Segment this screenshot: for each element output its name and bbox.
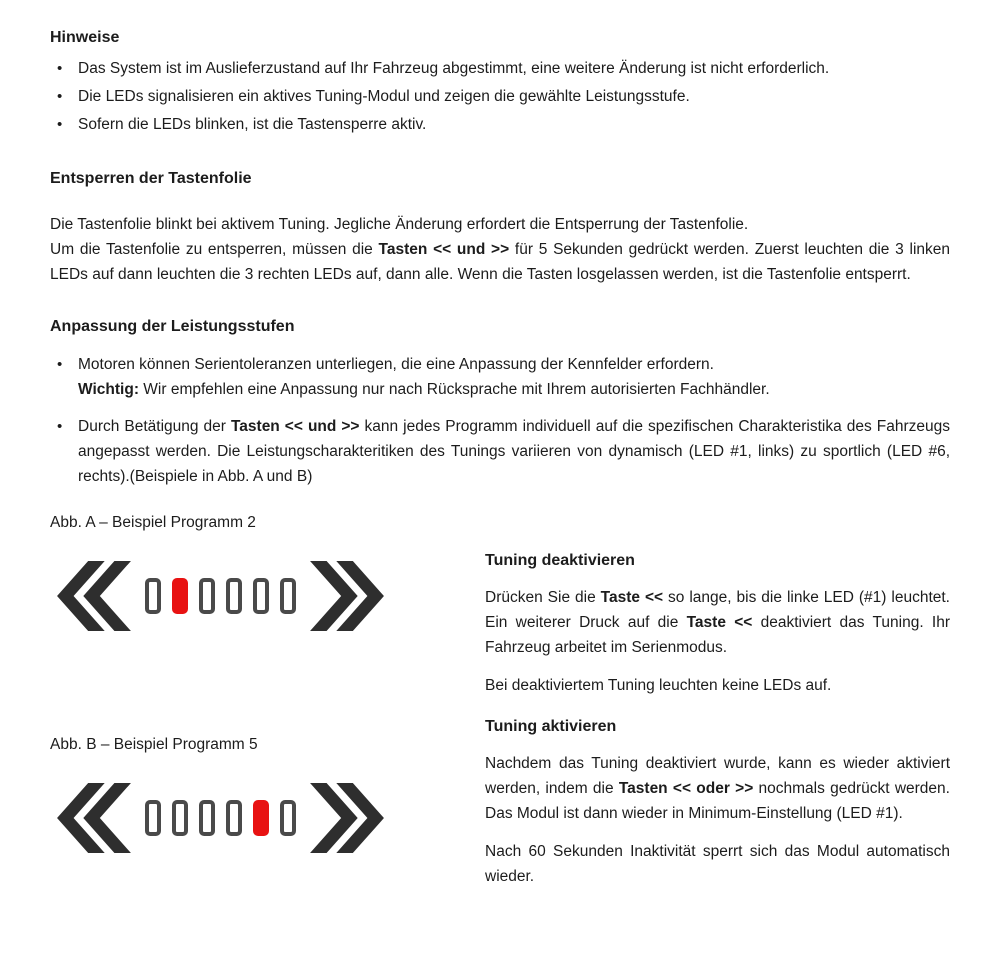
led-panel-figure-a (56, 561, 485, 631)
led-inactive (226, 578, 242, 614)
led-inactive (280, 800, 296, 836)
entsperren-paragraph: Um die Tastenfolie zu entsperren, müssen die Tasten << und >> für 5 Sekunden gedrückt werden. Zuerst leuchten die 3 linken LEDs auf dann leuchten die 3 rechten LEDs auf, dann alle. Wenn die Tasten losgelassen werden, ist die Tastenfolie entsperrt. (50, 241, 950, 283)
list-item: • Durch Betätigung der Tasten << und >> kann jedes Programm individuell auf die spezifischen Charakteristika des Fahrzeugs angepasst werden. Die Leistungscharakteritiken des Tunings variieren von dynamisch (LED #1, links) zu sportlich (LED #6, rechts).(Beispiele in Abb. A und B) (50, 414, 950, 489)
tuning-aktivieren-paragraph: Nachdem das Tuning deaktiviert wurde, kann es wieder aktiviert werden, indem die Tasten << oder >> nochmals gedrückt werden. Das Modul ist dann wieder in Minimum-Einstellung (LED #1). (485, 755, 950, 822)
tuning-deaktivieren-heading: Tuning deaktivieren (485, 552, 635, 569)
anpassung-bullet-list (50, 352, 950, 489)
anpassung-heading: Anpassung der Leistungsstufen (50, 318, 295, 335)
list-item: • Die LEDs signalisieren ein aktives Tuning-Modul und zeigen die gewählte Leistungsstufe. (50, 84, 950, 109)
led-inactive (145, 800, 161, 836)
tuning-aktivieren-note: Nach 60 Sekunden Inaktivität sperrt sich das Modul automatisch wieder. (485, 843, 950, 885)
figure-b-label: Abb. B – Beispiel Programm 5 (50, 736, 258, 753)
figures-and-instructions (50, 513, 950, 889)
led-panel-figure-b (56, 783, 485, 853)
tuning-aktivieren-heading: Tuning aktivieren (485, 718, 617, 735)
hinweise-heading: Hinweise (50, 29, 120, 46)
chevron-left-icon (56, 783, 132, 853)
led-inactive (226, 800, 242, 836)
tuning-deaktivieren-note: Bei deaktiviertem Tuning leuchten keine LEDs auf. (485, 677, 832, 694)
led-active (172, 578, 188, 614)
instructions-column (485, 551, 950, 889)
figure-a-label: Abb. A – Beispiel Programm 2 (50, 514, 256, 531)
entsperren-heading: Entsperren der Tastenfolie (50, 170, 252, 187)
entsperren-paragraph-line1: Die Tastenfolie blinkt bei aktivem Tuning. Jegliche Änderung erfordert die Entsperrung der Tastenfolie. (50, 216, 749, 233)
led-row-a (145, 578, 296, 614)
led-inactive (199, 800, 215, 836)
led-inactive (145, 578, 161, 614)
led-inactive (172, 800, 188, 836)
led-inactive (199, 578, 215, 614)
list-item: • Sofern die LEDs blinken, ist die Tastensperre aktiv. (50, 112, 950, 137)
chevron-left-icon (56, 561, 132, 631)
led-inactive (280, 578, 296, 614)
led-inactive (253, 578, 269, 614)
chevron-right-icon (309, 561, 385, 631)
tuning-deaktivieren-paragraph: Drücken Sie die Taste << so lange, bis die linke LED (#1) leuchtet. Ein weiterer Druck auf die Taste << deaktiviert das Tuning. Ihr Fahrzeug arbeitet im Serienmodus. (485, 589, 950, 656)
figures-column (50, 513, 485, 889)
list-item: • Das System ist im Auslieferzustand auf Ihr Fahrzeug abgestimmt, eine weitere Änderung ist nicht erforderlich. (50, 56, 950, 81)
hinweise-bullet-list (50, 56, 950, 137)
led-row-b (145, 800, 296, 836)
list-item: • Motoren können Serientoleranzen unterliegen, die eine Anpassung der Kennfelder erfordern. Wichtig: Wir empfehlen eine Anpassung nur nach Rücksprache mit Ihrem autorisierten Fachhändler. (50, 352, 950, 402)
led-active (253, 800, 269, 836)
chevron-right-icon (309, 783, 385, 853)
